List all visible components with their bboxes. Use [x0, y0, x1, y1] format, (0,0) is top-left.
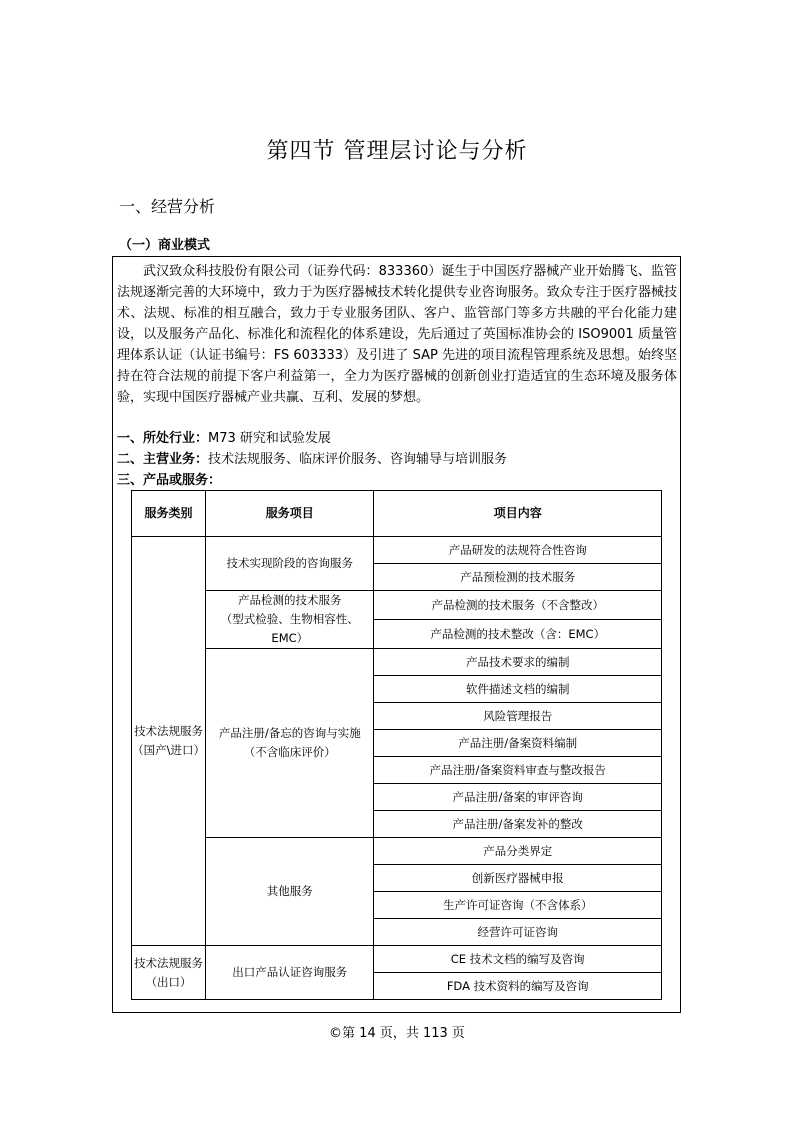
content-cell: 生产许可证咨询（不含体系） — [374, 892, 662, 919]
page-title: 第四节 管理层讨论与分析 — [266, 139, 528, 164]
content-cell: 产品研发的法规符合性咨询 — [374, 537, 662, 564]
content-cell: 产品注册/备案发补的整改 — [374, 811, 662, 838]
header-content: 项目内容 — [374, 491, 662, 537]
services-table — [131, 490, 662, 1000]
item-registration-line2: （不含临床评价） — [243, 745, 336, 759]
item-testing-line2: （型式检验、生物相容性、EMC） — [220, 612, 359, 645]
content-cell: 产品预检测的技术服务 — [374, 564, 662, 591]
content-cell: 软件描述文档的编制 — [374, 676, 662, 703]
products-line — [117, 470, 221, 491]
business-line — [117, 449, 507, 470]
page-footer: ©第 14 页，共 113 页 — [329, 1026, 465, 1041]
content-cell: 产品注册/备案资料编制 — [374, 730, 662, 757]
item-tech-realization: 技术实现阶段的咨询服务 — [206, 537, 374, 591]
content-cell: 产品检测的技术整改（含：EMC） — [374, 620, 662, 649]
content-cell: 产品注册/备案的审评咨询 — [374, 784, 662, 811]
category-domestic: 技术法规服务（国产\进口） — [132, 537, 206, 946]
content-cell: 产品分类界定 — [374, 838, 662, 865]
category-export: 技术法规服务（出口） — [132, 946, 206, 1000]
item-export: 出口产品认证咨询服务 — [206, 946, 374, 1000]
item-registration — [206, 649, 374, 838]
item-other: 其他服务 — [206, 838, 374, 946]
products-label: 三、产品或服务： — [117, 473, 222, 488]
table-row — [132, 537, 662, 564]
industry-value: M73 研究和试验发展 — [208, 431, 331, 446]
industry-line — [117, 428, 331, 449]
content-cell: 产品检测的技术服务（不含整改） — [374, 591, 662, 620]
content-cell: 经营许可证咨询 — [374, 919, 662, 946]
table-row — [132, 946, 662, 973]
header-category: 服务类别 — [132, 491, 206, 537]
business-label: 二、主营业务： — [117, 452, 209, 467]
table-header-row — [132, 491, 662, 537]
content-cell: 创新医疗器械申报 — [374, 865, 662, 892]
industry-label: 一、所处行业： — [117, 431, 209, 446]
content-cell: 风险管理报告 — [374, 703, 662, 730]
table-row — [132, 649, 662, 676]
content-cell: 产品注册/备案资料审查与整改报告 — [374, 757, 662, 784]
business-value: 技术法规服务、临床评价服务、咨询辅导与培训服务 — [208, 452, 508, 467]
header-item: 服务项目 — [206, 491, 374, 537]
table-row — [132, 591, 662, 620]
table-row — [132, 838, 662, 865]
item-testing — [206, 591, 374, 649]
item-registration-line1: 产品注册/备忘的咨询与实施 — [218, 726, 361, 740]
section-heading: 一、经营分析 — [119, 197, 216, 216]
item-testing-line1: 产品检测的技术服务 — [238, 593, 342, 607]
intro-paragraph: 武汉致众科技股份有限公司（证券代码：833360）诞生于中国医疗器械产业开始腾飞、监管法规逐渐完善的大环境中，致力于为医疗器械技术转化提供专业咨询服务。致众专注于医疗器械技术、法规、标准的相互融合，致力于专业服务团队、客户、监管部门等多方共融的平台化能力建设，以及服务产品化、标准化和流程化的体系建设，先后通过了英国标准协会的 ISO9001 质量管理体系认证（认证书编号：FS 603333）及引进了 SAP 先进的项目流程管理系统及思想。始终坚持在符合法规的前提下客户利益第一，全力为医疗器械的创新创业打造适宜的生态环境及服务体验，实现中国医疗器械产业共赢、互利、发展的梦想。 — [117, 264, 677, 405]
intro-paragraph-container — [117, 261, 677, 408]
content-cell: 产品技术要求的编制 — [374, 649, 662, 676]
content-cell: CE 技术文档的编写及咨询 — [374, 946, 662, 973]
content-cell: FDA 技术资料的编写及咨询 — [374, 973, 662, 1000]
subsection-heading: （一）商业模式 — [119, 238, 211, 253]
